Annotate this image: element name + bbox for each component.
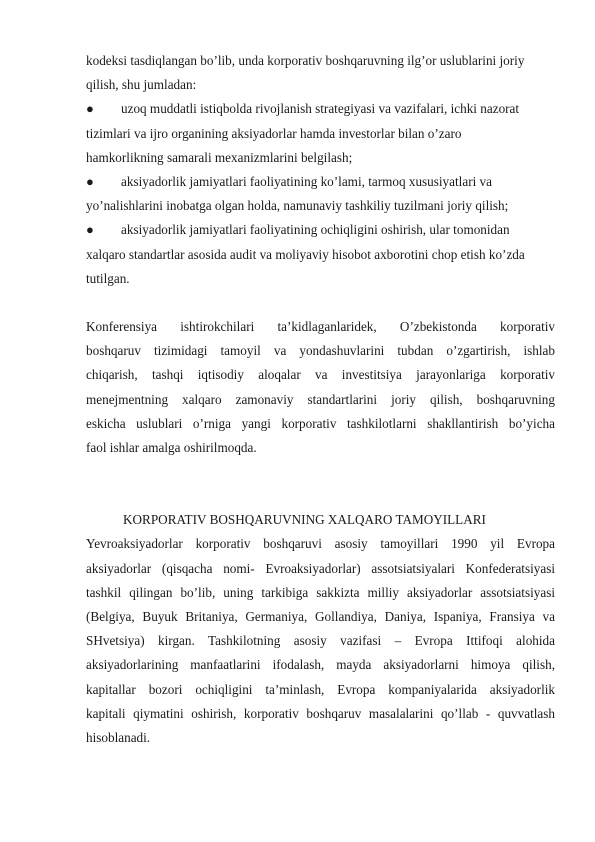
bullet-item-2 xyxy=(86,170,555,194)
paragraph-2-line: kapitallar bozori ochiqligini ta’minlash, Evropa kompaniyalarida aksiyadorlik xyxy=(86,681,555,697)
bullet-icon: ● xyxy=(86,174,94,190)
paragraph-1-last-line: faol ishlar amalga oshirilmoqda. xyxy=(86,440,257,456)
spacer xyxy=(86,460,555,508)
bullet-1-line-3: hamkorlikning samarali mexanizmlarini belgilash; xyxy=(86,149,353,165)
paragraph-2-line: aksiyadorlarining manfaatlarini ifodalash, mayda aksiyadorlarni himoya qilish, xyxy=(86,657,555,673)
paragraph-conference xyxy=(86,315,555,460)
bullet-item-3 xyxy=(86,218,555,242)
bullet-2-line-2: yo’nalishlarini inobatga olgan holda, namunaviy tashkiliy tuzilmani joriy qilish; xyxy=(86,198,509,214)
bullet-1-line-2: tizimlari va ijro organining aksiyadorlar hamda investorlar bilan o’zaro xyxy=(86,125,462,141)
bullet-3-first-line: aksiyadorlik jamiyatlari faoliyatining ochiqligini oshirish, ular tomonidan xyxy=(121,222,510,238)
bullet-2-first-line: aksiyadorlik jamiyatlari faoliyatining ko’lami, tarmoq xususiyatlari va xyxy=(121,174,492,190)
paragraph-1-line: eskicha uslublari o’rniga yangi korporativ tashkilotlarni shakllantirish bo’yicha xyxy=(86,415,555,431)
bullet-icon: ● xyxy=(86,101,94,117)
bullet-icon: ● xyxy=(86,222,94,238)
paragraph-1-line: boshqaruv tizimidagi tamoyil va yondashuvlarini tubdan o’zgartirish, ishlab xyxy=(86,343,555,359)
section-heading: KORPORATIV BOSHQARUVNING XALQARO TAMOYILLARI xyxy=(123,512,486,528)
spacer xyxy=(86,291,555,315)
bullet-3-line-3: tutilgan. xyxy=(86,270,130,286)
paragraph-2-line: kapitali qiymatini oshirish, korporativ boshqaruv masalalarini qo’llab - quvvatlash xyxy=(86,705,555,721)
intro-line-1: kodeksi tasdiqlangan bo’lib, unda korporativ boshqaruvning ilg’or uslublarini joriy xyxy=(86,53,525,68)
paragraph-2-line: aksiyadorlar (qisqacha nomi- Evroaksiyadorlar) assotsiatsiyalari Konfederatsiyasi xyxy=(86,560,555,576)
bullet-item-1 xyxy=(86,97,555,121)
paragraph-1-line: chiqarish, tashqi iqtisodiy aloqalar va investitsiya jarayonlariga korporativ xyxy=(86,367,555,383)
paragraph-2-line: tashkil qilingan bo’lib, uning tarkibiga sakkizta milliy aksiyadorlar assotsiatsiyasi xyxy=(86,584,555,600)
paragraph-1-line: menejmentning xalqaro zamonaviy standartlarini joriy qilish, boshqaruvning xyxy=(86,391,555,407)
bullet-1-first-line: uzoq muddatli istiqbolda rivojlanish strategiyasi va vazifalari, ichki nazorat xyxy=(121,101,520,117)
intro-line-2: qilish, shu jumladan: xyxy=(86,77,197,93)
paragraph-2-last-line: hisoblanadi. xyxy=(86,730,151,746)
paragraph-2-line: Yevroaksiyadorlar korporativ boshqaruvi asosiy tamoyillari 1990 yil Evropa xyxy=(86,536,555,552)
paragraph-2-line: (Belgiya, Buyuk Britaniya, Germaniya, Gollandiya, Daniya, Ispaniya, Fransiya va xyxy=(86,609,555,625)
bullet-3-line-2: xalqaro standartlar asosida audit va moliyaviy hisobot axborotini chop etish ko’zda xyxy=(86,246,525,262)
page-body xyxy=(86,49,555,750)
paragraph-1-line: Konferensiya ishtirokchilari ta’kidlaganlaridek, O’zbekistonda korporativ xyxy=(86,319,555,335)
paragraph-euroshareholders xyxy=(86,532,555,750)
paragraph-2-line: SHvetsiya) kirgan. Tashkilotning asosiy vazifasi – Evropa Ittifoqi alohida xyxy=(86,633,555,649)
